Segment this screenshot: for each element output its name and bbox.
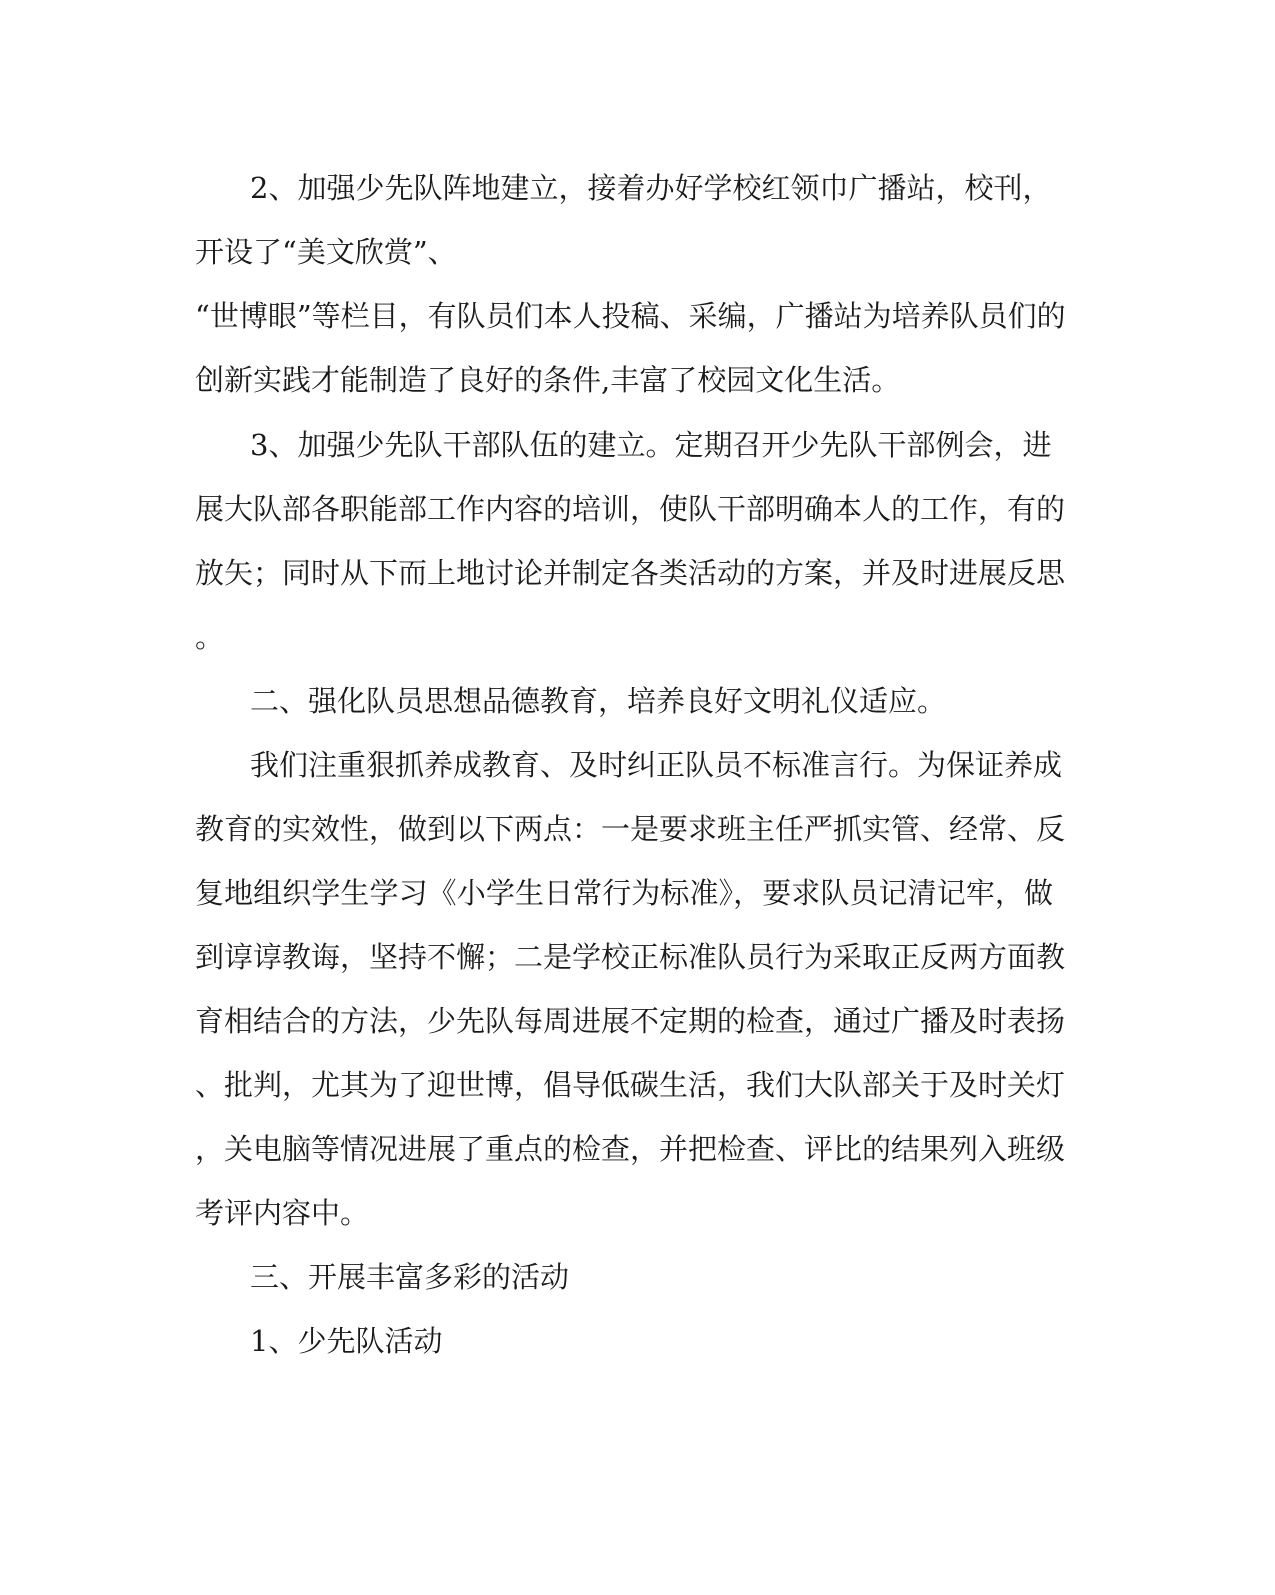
paragraph-line: ，关电脑等情况进展了重点的检查，并把检查、评比的结果列入班级 (195, 1132, 1066, 1166)
paragraph-line: 到谆谆教诲，坚持不懈；二是学校正标准队员行为采取正反两方面教 (195, 940, 1066, 974)
paragraph-line: 2、加强少先队阵地建立，接着办好学校红领巾广播站，校刊， (250, 171, 1052, 205)
paragraph-line: “世博眼”等栏目，有队员们本人投稿、采编，广播站为培养队员们的 (195, 299, 1066, 333)
section-heading: 三、开展丰富多彩的活动 (250, 1260, 570, 1294)
paragraph-line: 创新实践才能制造了良好的条件,丰富了校园文化生活。 (195, 363, 901, 397)
paragraph-line: 复地组织学生学习《小学生日常行为标准》，要求队员记清记牢，做 (195, 876, 1053, 910)
paragraph-line: 育相结合的方法，少先队每周进展不定期的检查，通过广播及时表扬 (195, 1004, 1066, 1038)
paragraph-line: 开设了“美文欣赏”、 (195, 235, 457, 269)
paragraph-line: 考评内容中。 (195, 1196, 370, 1230)
section-heading: 二、强化队员思想品德教育，培养良好文明礼仪适应。 (250, 684, 947, 718)
paragraph-line: 3、加强少先队干部队伍的建立。定期召开少先队干部例会，进 (250, 428, 1052, 462)
paragraph-line: 。 (195, 620, 225, 654)
paragraph-line: 、批判，尤其为了迎世博，倡导低碳生活，我们大队部关于及时关灯 (195, 1068, 1066, 1102)
paragraph-line: 展大队部各职能部工作内容的培训，使队干部明确本人的工作，有的 (195, 492, 1066, 526)
paragraph-line: 放矢；同时从下而上地讨论并制定各类活动的方案，并及时进展反思 (195, 556, 1066, 590)
paragraph-line: 我们注重狠抓养成教育、及时纠正队员不标准言行。为保证养成 (250, 748, 1063, 782)
paragraph-line: 教育的实效性，做到以下两点：一是要求班主任严抓实管、经常、反 (195, 812, 1066, 846)
subsection-heading: 1、少先队活动 (250, 1324, 443, 1358)
